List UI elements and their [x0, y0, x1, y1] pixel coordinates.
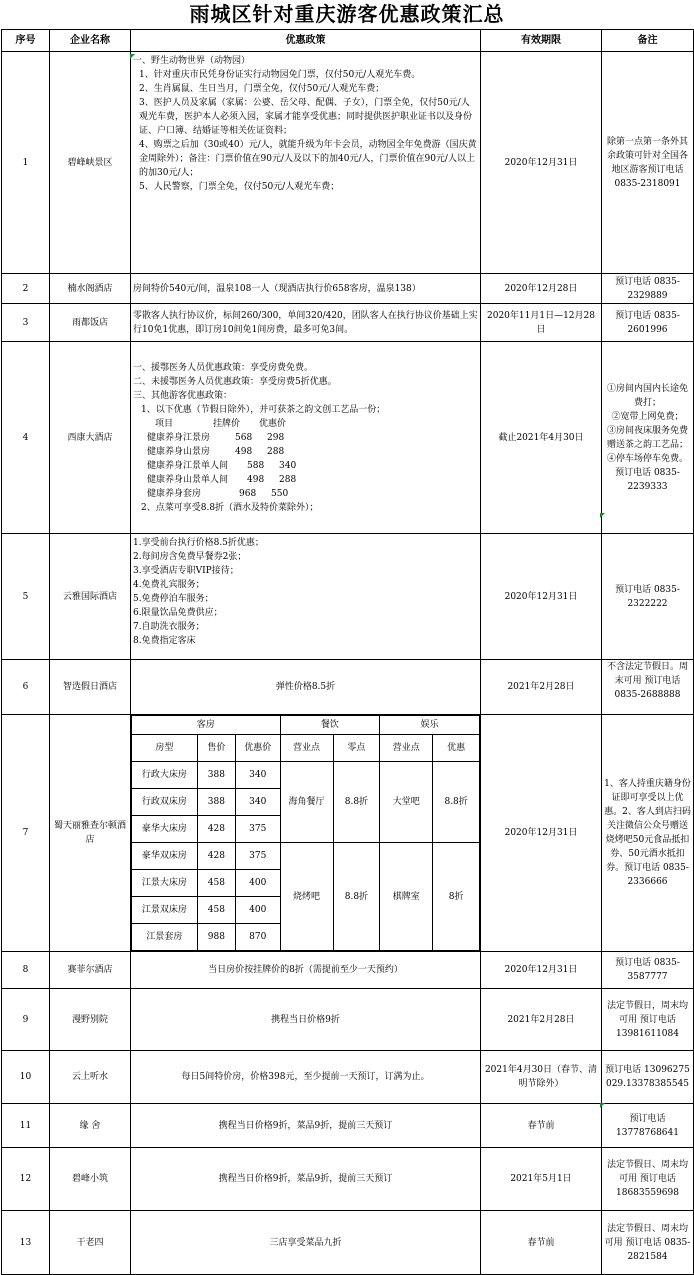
- row-name: 干老四: [50, 1211, 131, 1275]
- policy-line: 3.享受酒店专职VIP接待；: [133, 566, 239, 576]
- row-valid: 2020年12月28日: [481, 274, 602, 304]
- fun-discount: 8.8折: [433, 762, 480, 843]
- row-no: 9: [2, 989, 50, 1051]
- room-price: 388: [197, 789, 235, 816]
- row-name: 智选假日酒店: [50, 660, 131, 715]
- row-no: 10: [2, 1051, 50, 1104]
- row-note: [602, 342, 694, 534]
- table-row: [2, 304, 694, 342]
- policy-table: [1, 29, 694, 1275]
- header-note: 备注: [602, 30, 694, 52]
- row-valid: 2021年5月1日: [481, 1148, 602, 1211]
- room-price: 458: [197, 897, 235, 924]
- row-no: 8: [2, 952, 50, 989]
- row-policy: [131, 1051, 481, 1104]
- room-offer: 340: [235, 789, 280, 816]
- row-note: 预订电话 0835-2329889: [602, 274, 694, 304]
- header-no: 序号: [2, 30, 50, 52]
- rate-row: [133, 487, 478, 501]
- table-row: [2, 1104, 694, 1148]
- row-policy: [131, 304, 481, 342]
- page-title: 雨城区针对重庆游客优惠政策汇总: [189, 2, 505, 26]
- policy-line: 8.免费指定客床: [133, 636, 196, 646]
- row-note: 预订电话 0835-3587777: [602, 952, 694, 989]
- col-type: 房型: [132, 735, 198, 762]
- rate-header-list: 挂牌价: [213, 418, 241, 429]
- policy-line: 弹性价格8.5折: [275, 682, 336, 692]
- policy-line: 1.享受前台执行价格8.5折优惠；: [133, 538, 264, 548]
- rate-item: 健康养身江景单人间: [147, 460, 229, 471]
- row-no: 5: [2, 534, 50, 660]
- dining-discount: 8.8折: [333, 843, 380, 951]
- row-name: 漫野别院: [50, 989, 131, 1051]
- table-row: [2, 1148, 694, 1211]
- policy-line: 房间特价540元/间，温泉108一人（现酒店执行价658客房，温泉138）: [133, 283, 421, 294]
- room-type: 江景双床房: [132, 897, 198, 924]
- rate-row: [133, 445, 478, 459]
- note-line: ③房间夜床服务免费赠送茶之韵工艺品；: [606, 425, 688, 450]
- row-valid: 春节前: [481, 1104, 602, 1148]
- row-valid: 2020年12月31日: [481, 952, 602, 989]
- policy-line: 携程当日价格9折，菜品9折，提前三天预订: [218, 1174, 393, 1184]
- rate-row: [133, 459, 478, 473]
- table-row: [2, 952, 694, 989]
- room-type: 豪华双床房: [132, 843, 198, 870]
- row-no: 6: [2, 660, 50, 715]
- rate-list: 498: [235, 446, 253, 457]
- rate-row: [133, 473, 478, 487]
- policy-line: 2.每间房含免费早餐券2张；: [133, 552, 247, 562]
- policy-line: 5.免费停泊车服务；: [133, 594, 214, 604]
- col-fun-outlet: 营业点: [380, 735, 433, 762]
- room-type: 江景大床房: [132, 870, 198, 897]
- policy-line: 7.自助洗衣服务；: [133, 622, 205, 632]
- room-offer: 870: [235, 924, 280, 951]
- row-no: 7: [2, 715, 50, 952]
- section-row: [132, 716, 480, 735]
- room-offer: 400: [235, 870, 280, 897]
- row-no: 1: [2, 52, 50, 274]
- table-row: [2, 1211, 694, 1275]
- row-no: 2: [2, 274, 50, 304]
- row-valid: 2020年12月31日: [481, 534, 602, 660]
- dining-outlet: 烧烤吧: [280, 843, 333, 951]
- row-no: 13: [2, 1211, 50, 1275]
- row-valid: 2020年11月1日—12月28日: [481, 304, 602, 342]
- room-price: 428: [197, 816, 235, 843]
- rate-item: 健康养身山景房: [147, 446, 211, 457]
- row-no: 11: [2, 1104, 50, 1148]
- row-note: 预订电话 0835-2322222: [602, 534, 694, 660]
- column-row: [132, 735, 480, 762]
- rate-row: [133, 431, 478, 445]
- section-dining: 餐饮: [280, 716, 380, 735]
- policy-line: 3、医护人员及家属（家属：公婆、岳父母、配偶、子女），门票全免，仅付50元/人观光车费，医护本人必须入园，家属才能享受优惠；同时提供医护职业证书以及身份证、户口簿、结婚证等相关佐证资料；: [139, 98, 473, 136]
- rate-header-item: 项目: [155, 418, 174, 429]
- row-policy: [131, 952, 481, 989]
- row-policy: [131, 342, 481, 534]
- row-policy: [131, 1211, 481, 1275]
- policy-line: 1、针对重庆市民凭身份证实行动物园免门票，仅付50元/人观光车费。: [139, 70, 421, 80]
- policy-line: 6.限量饮品免费供应；: [133, 608, 223, 618]
- row-name: 碧峰峡景区: [50, 52, 131, 274]
- rate-header-offer: 优惠价: [259, 418, 287, 429]
- header-name: 企业名称: [50, 30, 131, 52]
- row-name: 缘 舍: [50, 1104, 131, 1148]
- row-no: 12: [2, 1148, 50, 1211]
- row-valid: 2021年4月30日（春节、清明节除外）: [481, 1051, 602, 1104]
- room-type: 江景套房: [132, 924, 198, 951]
- room-offer: 340: [235, 762, 280, 789]
- row-name: 云上听水: [50, 1051, 131, 1104]
- cell-comment-marker: [600, 1103, 605, 1108]
- policy-line: 三店享受菜品九折: [269, 1237, 342, 1248]
- room-price: 458: [197, 870, 235, 897]
- row-policy: [131, 52, 481, 274]
- row-note: 法定节假日、周末均可用 预订电话 0835-2821584: [602, 1211, 694, 1275]
- policy-line: 二、未援鄂医务人员优惠政策：享受房费5折优惠。: [133, 376, 337, 387]
- table-row: [2, 715, 694, 952]
- row-name: 西康大酒店: [50, 342, 131, 534]
- note-line: ①房间内国内长途免费打；: [606, 383, 688, 408]
- fun-discount: 8折: [433, 843, 480, 951]
- col-fun-offer: 优惠: [433, 735, 480, 762]
- policy-line: 2、点菜可享受8.8折（酒水及特价菜除外）；: [141, 502, 319, 513]
- rate-offer: 298: [267, 432, 285, 443]
- rate-header: [133, 417, 478, 431]
- row-policy: [131, 989, 481, 1051]
- room-offer: 400: [235, 897, 280, 924]
- fun-outlet: 大堂吧: [380, 762, 433, 843]
- table-row: [2, 534, 694, 660]
- policy-line: 零散客人执行协议价，标间260/300，单间320/420，团队客人在执行协议价基础上实行10免1优惠，即订房10间免1间房费，最多可免3间。: [133, 310, 478, 335]
- row-policy: [131, 1104, 481, 1148]
- table-row: [2, 660, 694, 715]
- row-note: 预订电话 0835-2601996: [602, 304, 694, 342]
- col-outlet: 营业点: [280, 735, 333, 762]
- policy-line: 携程当日价格9折，菜品9折，提前三天预订: [218, 1120, 393, 1131]
- col-snack: 零点: [333, 735, 380, 762]
- room-price: 388: [197, 762, 235, 789]
- row-policy: [131, 715, 481, 952]
- row-valid: 截止2021年4月30日: [481, 342, 602, 534]
- rate-list: 968: [239, 488, 257, 499]
- dining-discount: 8.8折: [333, 762, 380, 843]
- row-valid: 2021年2月28日: [481, 660, 602, 715]
- room-type: 行政双床房: [132, 789, 198, 816]
- row-valid: 2020年12月31日: [481, 715, 602, 952]
- policy-line: 4、购票之后加（30或40）元/人，就能升级为年卡会员，动物园全年免费游（国庆黄金周除外）；备注：门票价值在90元/人及以下的加40元/人，门票价值在90元/人以上的加30元/人；: [139, 140, 477, 178]
- header-valid: 有效期限: [481, 30, 602, 52]
- cell-comment-marker: [600, 513, 605, 518]
- rate-list: 568: [235, 432, 253, 443]
- room-offer: 375: [235, 843, 280, 870]
- table-row: [2, 52, 694, 274]
- row-name: 雨都饭店: [50, 304, 131, 342]
- room-price: 428: [197, 843, 235, 870]
- row-note: 除第一点第一条外其余政策可针对全国各地区游客预订电话 0835-2318091: [602, 52, 694, 274]
- table-row: [2, 342, 694, 534]
- rate-item: 健康养身山景单人间: [147, 474, 229, 485]
- row-valid: 2021年2月28日: [481, 989, 602, 1051]
- note-line: ④停车场停车免费。预订电话 0835-2239333: [606, 453, 688, 492]
- header-row: [2, 30, 694, 52]
- rate-offer: 550: [271, 488, 289, 499]
- policy-line: 当日房价按挂牌价的8折（需提前至少一天预约）: [208, 965, 403, 975]
- rate-offer: 288: [267, 446, 285, 457]
- room-price: 988: [197, 924, 235, 951]
- rate-offer: 288: [279, 474, 297, 485]
- room-row: [132, 762, 480, 789]
- dining-outlet: 海角餐厅: [280, 762, 333, 843]
- policy-line: 携程当日价格9折: [271, 1014, 340, 1025]
- policy-line: 5、人民警察，门票全免，仅付50元/人观光车费；: [139, 182, 340, 192]
- rate-list: 498: [247, 474, 265, 485]
- room-type: 豪华大床房: [132, 816, 198, 843]
- policy-line: 一、援鄂医务人员优惠政策：享受房费免费。: [133, 362, 314, 373]
- row-name: 云雅国际酒店: [50, 534, 131, 660]
- header-policy: 优惠政策: [131, 30, 481, 52]
- row-no: 4: [2, 342, 50, 534]
- room-type: 行政大床房: [132, 762, 198, 789]
- row-policy: [131, 274, 481, 304]
- row-note: 法定节假日，周末均可用 预订电话 13981611084: [602, 989, 694, 1051]
- row-note: 预订电话 13778768641: [602, 1104, 694, 1148]
- rate-offer: 340: [279, 460, 297, 471]
- note-text: 不含法定节假日。周末可用 预订电话 0835-2688888: [606, 662, 688, 700]
- col-offer: 优惠价: [235, 735, 280, 762]
- note-line: ②宽带上网免费；: [611, 411, 684, 422]
- rate-item: 健康养身江景房: [147, 432, 211, 443]
- offer-subtable: [131, 715, 480, 951]
- cell-comment-marker: [130, 54, 135, 59]
- col-price: 售价: [197, 735, 235, 762]
- policy-line: 三、其他游客优惠政策：: [133, 390, 233, 401]
- row-note: 1、客人持重庆籍身份证即可享受以上优惠。2、客人到店扫码关注微信公众号赠送烧烤吧50元食品抵扣券、50元酒水抵扣券。预订电话 0835-2336666: [602, 715, 694, 952]
- row-name: 赛菲尔酒店: [50, 952, 131, 989]
- policy-line: 2、生肖属鼠、生日当月，门票全免，仅付50元/人观光车费；: [139, 84, 385, 94]
- table-row: [2, 1051, 694, 1104]
- row-note: [602, 660, 694, 715]
- table-row: [2, 274, 694, 304]
- room-row: [132, 843, 480, 870]
- row-policy: [131, 1148, 481, 1211]
- row-note: 法定节假日、周末均可用 预订电话 18683559698: [602, 1148, 694, 1211]
- row-name: 楠水阁酒店: [50, 274, 131, 304]
- policy-line: 一、野生动物世界（动物园）: [133, 56, 251, 66]
- row-note: 预订电话 13096275029.13378385545: [602, 1051, 694, 1104]
- row-policy: [131, 534, 481, 660]
- row-policy: [131, 660, 481, 715]
- row-no: 3: [2, 304, 50, 342]
- policy-line: 每日5间特价房，价格398元，至少提前一天预订，订满为止。: [181, 1072, 430, 1082]
- room-offer: 375: [235, 816, 280, 843]
- row-valid: 2020年12月31日: [481, 52, 602, 274]
- policy-line: 1、以下优惠（节假日除外），并可获茶之韵文创工艺品一份；: [141, 404, 386, 415]
- rate-item: 健康养身套房: [147, 488, 202, 499]
- row-name: 碧峰小筑: [50, 1148, 131, 1211]
- policy-line: 4.免费礼宾服务；: [133, 580, 205, 590]
- section-room: 客房: [132, 716, 281, 735]
- fun-outlet: 棋牌室: [380, 843, 433, 951]
- row-name: 蜀天丽雅查尔顿酒店: [50, 715, 131, 952]
- section-fun: 娱乐: [380, 716, 480, 735]
- rate-list: 588: [247, 460, 265, 471]
- row-valid: 春节前: [481, 1211, 602, 1275]
- table-row: [2, 989, 694, 1051]
